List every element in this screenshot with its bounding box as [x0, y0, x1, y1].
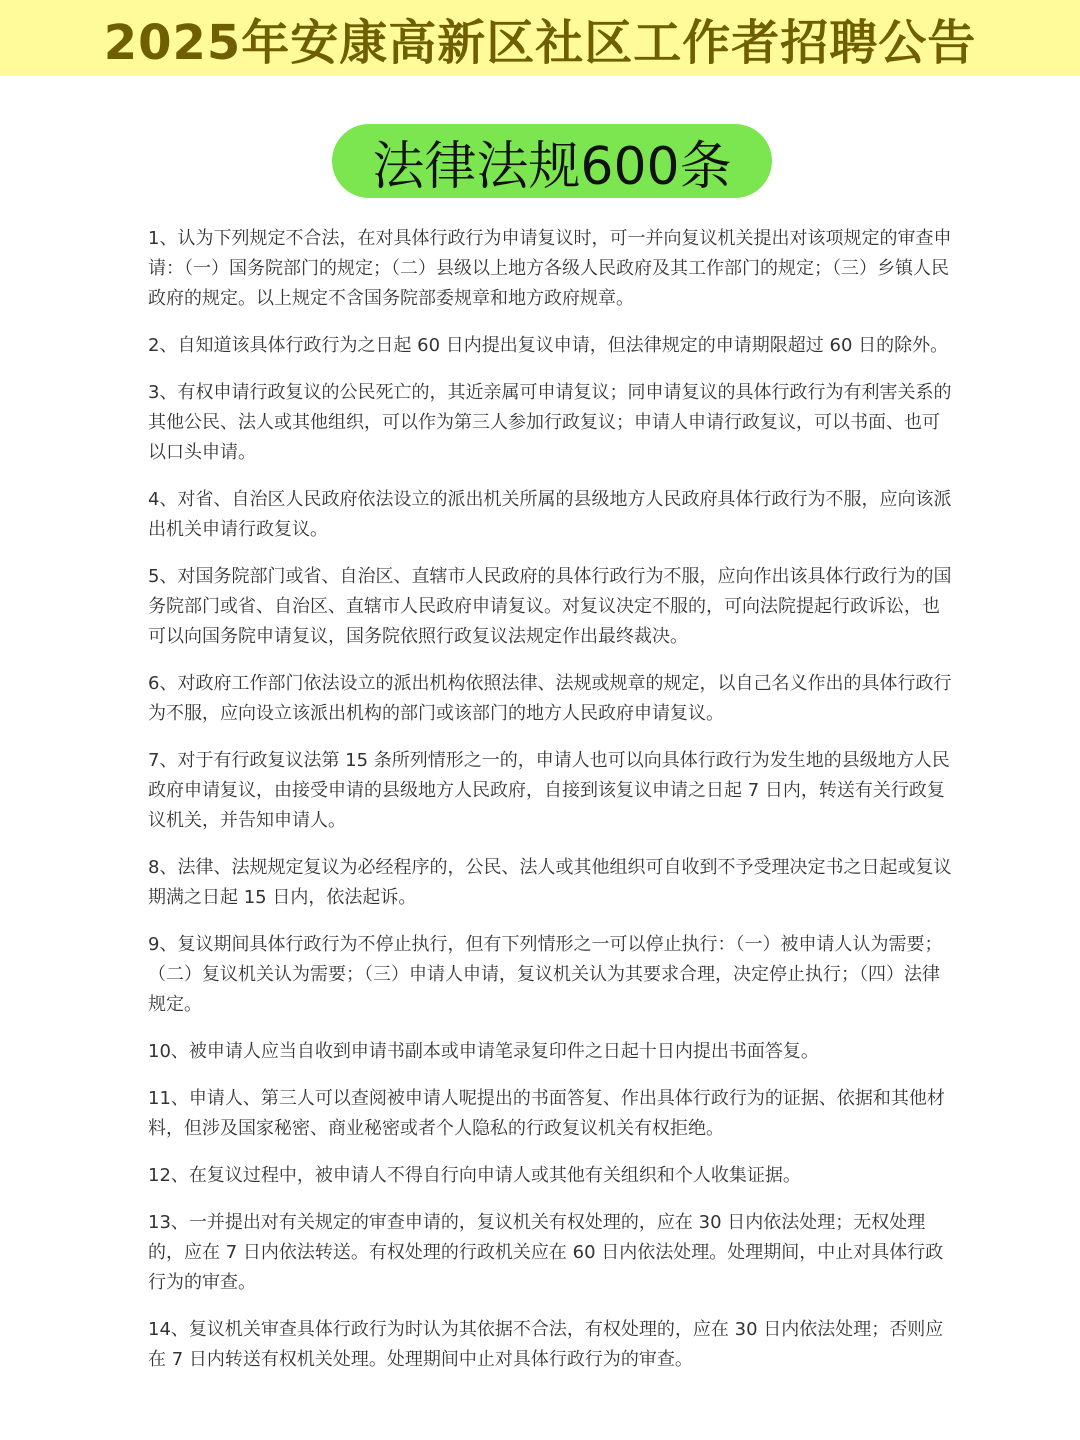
item-list — [148, 224, 952, 1392]
top-banner — [0, 0, 1080, 76]
list-item: 9、复议期间具体行政行为不停止执行，但有下列情形之一可以停止执行：（一）被申请人认为需要；（二）复议机关认为需要；（三）申请人申请，复议机关认为其要求合理，决定停止执行；（四）法律规定。 — [148, 934, 943, 1015]
list-item: 10、被申请人应当自收到申请书副本或申请笔录复印件之日起十日内提出书面答复。 — [148, 1041, 819, 1062]
list-item: 2、自知道该具体行政行为之日起 60 日内提出复议申请，但法律规定的申请期限超过 60 日的除外。 — [148, 335, 949, 356]
list-item: 13、一并提出对有关规定的审查申请的，复议机关有权处理的，应在 30 日内依法处理；无权处理的，应在 7 日内依法转送。有权处理的行政机关应在 60 日内依法处理。处理期间，中止对具体行政行为的审查。 — [148, 1212, 944, 1293]
list-item: 5、对国务院部门或省、自治区、直辖市人民政府的具体行政行为不服，应向作出该具体行政行为的国务院部门或省、自治区、直辖市人民政府申请复议。对复议决定不服的，可向法院提起行政诉讼，也可以向国务院申请复议，国务院依照行政复议法规定作出最终裁决。 — [148, 566, 952, 647]
subtitle-text: 法律法规600条 — [372, 136, 732, 197]
list-item: 8、法律、法规规定复议为必经程序的，公民、法人或其他组织可自收到不予受理决定书之日起或复议期满之日起 15 日内，依法起诉。 — [148, 857, 952, 908]
list-item: 7、对于有行政复议法第 15 条所列情形之一的，申请人也可以向具体行政行为发生地的县级地方人民政府申请复议，由接受申请的县级地方人民政府，自接到该复议申请之日起 7 日内，转送有关行政复议机关，并告知申请人。 — [148, 750, 950, 831]
list-item: 12、在复议过程中，被申请人不得自行向申请人或其他有关组织和个人收集证据。 — [148, 1165, 801, 1186]
list-item: 1、认为下列规定不合法，在对具体行政行为申请复议时，可一并向复议机关提出对该项规定的审查申请：（一）国务院部门的规定；（二）县级以上地方各级人民政府及其工作部门的规定；（三）乡镇人民政府的规定。以上规定不含国务院部委规章和地方政府规章。 — [148, 228, 952, 309]
list-item: 4、对省、自治区人民政府依法设立的派出机关所属的县级地方人民政府具体行政行为不服，应向该派出机关申请行政复议。 — [148, 489, 952, 540]
list-item: 6、对政府工作部门依法设立的派出机构依照法律、法规或规章的规定，以自己名义作出的具体行政行为不服，应向设立该派出机构的部门或该部门的地方人民政府申请复议。 — [148, 673, 952, 724]
list-item: 14、复议机关审查具体行政行为时认为其依据不合法，有权处理的，应在 30 日内依法处理；否则应在 7 日内转送有权机关处理。处理期间中止对具体行政行为的审查。 — [148, 1319, 944, 1370]
list-item: 11、申请人、第三人可以查阅被申请人呢提出的书面答复、作出具体行政行为的证据、依据和其他材料，但涉及国家秘密、商业秘密或者个人隐私的行政复议机关有权拒绝。 — [148, 1088, 945, 1139]
page-title: 2025年安康高新区社区工作者招聘公告 — [103, 14, 977, 71]
list-item: 3、有权申请行政复议的公民死亡的，其近亲属可申请复议；同申请复议的具体行政行为有利害关系的其他公民、法人或其他组织，可以作为第三人参加行政复议；申请人申请行政复议，可以书面、也可以口头申请。 — [148, 382, 952, 463]
subtitle-pill — [332, 124, 772, 198]
